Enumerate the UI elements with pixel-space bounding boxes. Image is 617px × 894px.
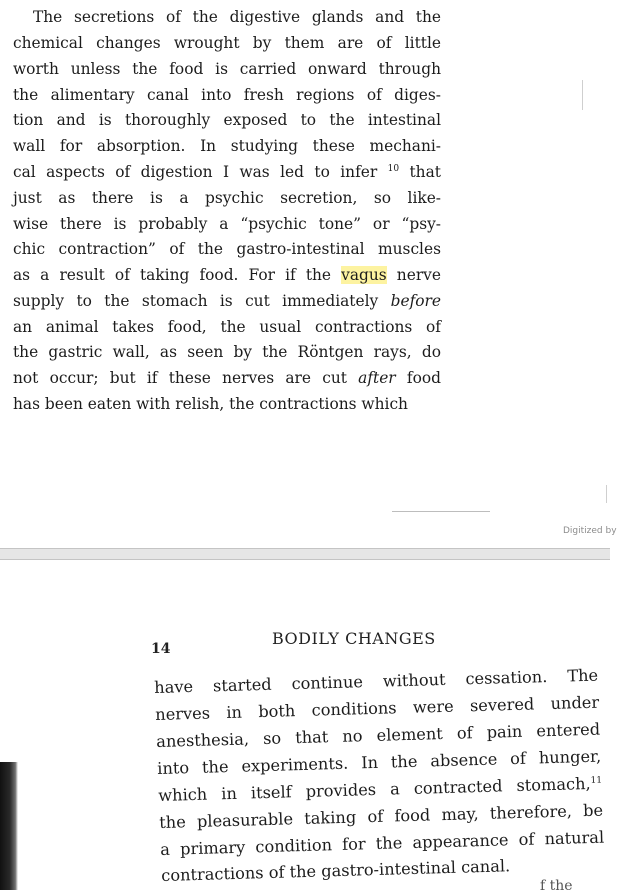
text-line: worth unless the food is carried onward through <box>13 60 441 78</box>
italic-word: before <box>390 292 441 310</box>
text-line: an animal takes food, the usual contractions of <box>13 318 441 336</box>
footnote-ref: 11 <box>590 775 603 786</box>
scan-rule <box>392 511 490 512</box>
highlighted-word: vagus <box>341 266 387 284</box>
text-line <box>13 266 441 284</box>
running-head: BODILY CHANGES <box>272 629 436 648</box>
text-segment: which in itself provides a contracted stomach, <box>158 773 591 805</box>
text-segment: cal aspects of digestion I was led to infer <box>13 163 378 181</box>
text-line: chemical changes wrought by them are of little <box>13 34 441 52</box>
page-number: 14 <box>151 641 171 657</box>
book-spine-shadow <box>0 762 18 890</box>
text-segment: that <box>409 163 441 181</box>
text-segment: supply to the stomach is cut immediately <box>13 292 379 310</box>
page-separator <box>0 548 610 560</box>
italic-word: after <box>358 369 396 387</box>
digitized-watermark: Digitized by <box>563 526 617 536</box>
cut-off-text: f the <box>540 878 573 894</box>
text-line: nerves in both conditions were severed under <box>155 692 600 724</box>
text-segment: as a result of taking food. For if the <box>13 266 332 284</box>
text-segment: not occur; but if these nerves are cut <box>13 369 347 387</box>
text-segment: food <box>406 369 441 387</box>
text-line <box>13 163 441 181</box>
text-line: contractions of the gastro-intestinal canal. <box>161 856 511 885</box>
text-line: just as there is a psychic secretion, so like- <box>13 189 441 207</box>
text-line: the gastric wall, as seen by the Röntgen rays, do <box>13 343 441 361</box>
text-line <box>13 292 441 310</box>
scan-edge-mark <box>606 485 607 503</box>
text-line: chic contraction” of the gastro-intestinal muscles <box>13 240 441 258</box>
text-segment: nerve <box>396 266 441 284</box>
text-line: the alimentary canal into fresh regions of diges- <box>13 86 441 104</box>
text-line: into the experiments. In the absence of hunger, <box>157 746 602 778</box>
text-line: have started continue without cessation. The <box>154 665 599 697</box>
text-line: wise there is probably a “psychic tone” or “psy- <box>13 215 441 233</box>
footnote-ref: 10 <box>387 164 400 174</box>
text-line: tion and is thoroughly exposed to the intestinal <box>13 111 441 129</box>
scan-edge-mark <box>582 80 583 110</box>
text-line: has been eaten with relish, the contractions which <box>13 395 408 413</box>
text-line: a primary condition for the appearance of natural <box>160 827 605 859</box>
text-line: The secretions of the digestive glands and the <box>33 8 441 26</box>
text-line: the pleasurable taking of food may, therefore, be <box>159 800 604 832</box>
text-line <box>13 369 441 387</box>
text-line: anesthesia, so that no element of pain entered <box>156 719 601 751</box>
text-line: wall for absorption. In studying these mechani- <box>13 137 441 155</box>
